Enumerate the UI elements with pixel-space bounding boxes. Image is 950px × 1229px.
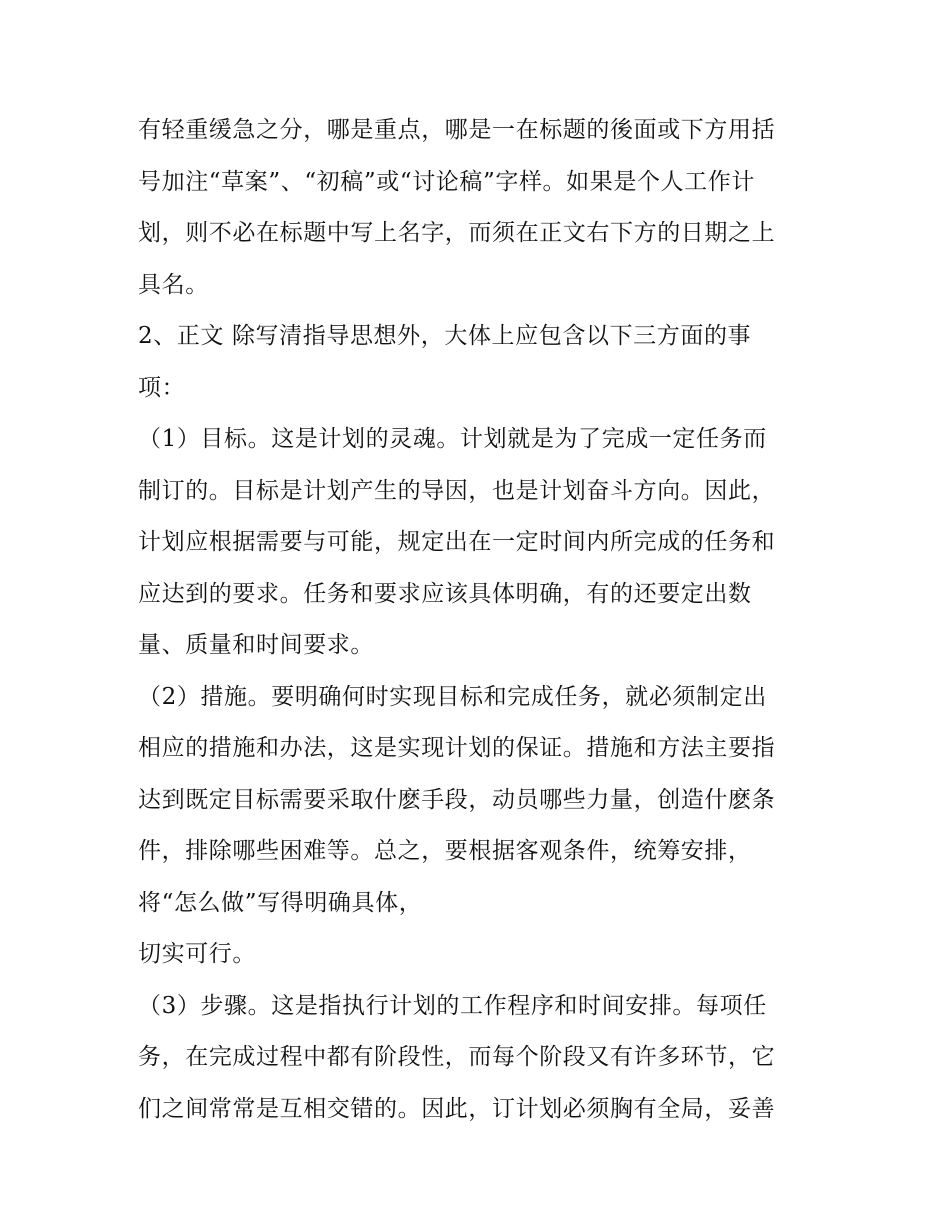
text-line: 项： [138, 374, 186, 401]
text-line: 达到既定目标需要采取什麽手段，动员哪些力量，创造什麽条 [138, 786, 776, 813]
text-line: 具名。 [138, 271, 209, 298]
body-text [138, 105, 818, 1135]
text-line: 号加注“草案”、“初稿”或“讨论稿”字样。如果是个人工作计 [138, 168, 755, 195]
text-line: 计划应根据需要与可能，规定出在一定时间内所完成的任务和 [138, 529, 776, 555]
item-measures-line: （2）措施。要明确何时实现目标和完成任务，就必须制定出 [138, 683, 767, 710]
text-line: 有轻重缓急之分，哪是重点，哪是一在标题的後面或下方用括 [138, 117, 776, 143]
text-line: 制订的。目标是计划产生的导因，也是计划奋斗方向。因此， [138, 477, 776, 504]
text-line: 务，在完成过程中都有阶段性，而每个阶段又有许多环节，它 [138, 1044, 776, 1070]
section-heading-line: 2、正文 除写清指导思想外，大体上应包含以下三方面的事 [138, 323, 752, 349]
text-line: 件，排除哪些困难等。总之，要根据客观条件，统筹安排， [138, 838, 752, 864]
text-line: 将“怎么做”写得明确具体， [138, 889, 423, 916]
item-goal-line: （1）目标。这是计划的灵魂。计划就是为了完成一定任务而 [138, 426, 767, 452]
text-line: 应达到的要求。任务和要求应该具体明确，有的还要定出数 [138, 580, 752, 607]
item-steps-line: （3）步骤。这是指执行计划的工作程序和时间安排。每项任 [138, 992, 767, 1019]
text-line: 划，则不必在标题中写上名字，而须在正文右下方的日期之上 [138, 220, 776, 246]
text-line: 们之间常常是互相交错的。因此，订计划必须胸有全局，妥善 [138, 1095, 776, 1122]
text-line: 相应的措施和办法，这是实现计划的保证。措施和方法主要指 [138, 735, 776, 761]
text-line: 切实可行。 [138, 941, 256, 967]
text-line: 量、质量和时间要求。 [138, 632, 374, 658]
